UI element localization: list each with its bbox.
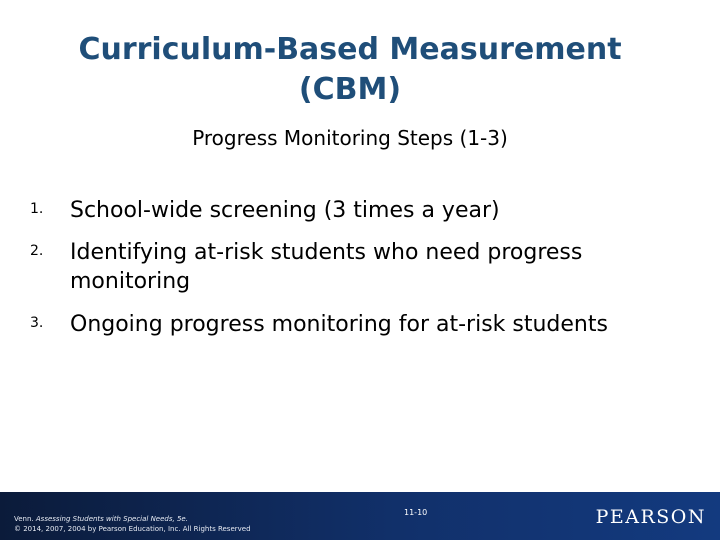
step-text: School-wide screening (3 times a year) <box>70 198 500 223</box>
step-number: 2. <box>30 243 44 259</box>
step-number: 3. <box>30 315 44 331</box>
citation-author: Venn. <box>14 515 34 523</box>
step-number: 1. <box>30 201 44 217</box>
copyright-text: © 2014, 2007, 2004 by Pearson Education, Inc. All Rights Reserved <box>14 525 251 533</box>
pearson-logo: PEARSON <box>595 506 706 528</box>
footer-citation <box>14 514 251 534</box>
page-number: 11-10 <box>404 508 428 517</box>
slide-title-line-2: (CBM) <box>298 72 402 107</box>
slide-subtitle: Progress Monitoring Steps (1-3) <box>192 126 508 150</box>
step-text: Ongoing progress monitoring for at-risk students <box>70 312 608 337</box>
citation-book: Assessing Students with Special Needs, 5e. <box>35 515 188 523</box>
step-text: Identifying at-risk students who need progress monitoring <box>70 240 583 294</box>
slide-title-line-1: Curriculum-Based Measurement <box>78 32 622 67</box>
footer-bar <box>0 492 720 540</box>
